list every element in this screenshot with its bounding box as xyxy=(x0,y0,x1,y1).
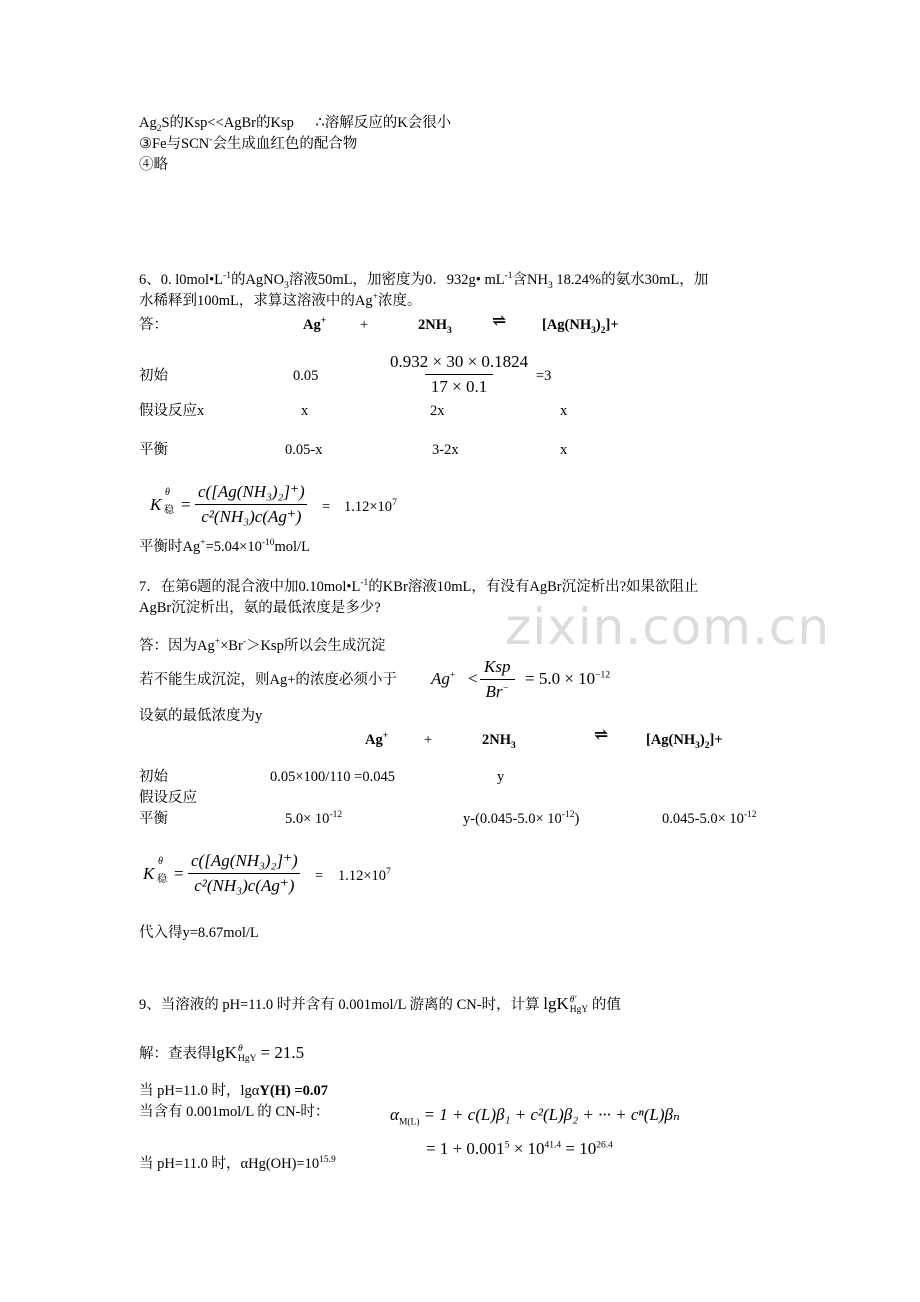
q9-al2: = 10 xyxy=(561,1139,597,1158)
q6-part: 18.24%的氨水30mL，加 xyxy=(552,272,709,288)
q6-eq-nh3-text: 2NH xyxy=(418,317,447,333)
q6-part: 溶液50mL，加密度为0．932g• mL xyxy=(288,272,505,288)
q9-tail: 的值 xyxy=(591,997,621,1013)
q9-al2-sup: 41.4 xyxy=(544,1140,562,1151)
q6-init-ag: 0.05 xyxy=(293,368,319,384)
q6-eq-ag-sup: + xyxy=(320,316,327,327)
q7-eqv-sup: -12 xyxy=(561,810,575,821)
q6-text-line-2 xyxy=(139,292,421,310)
q9-lgk xyxy=(543,994,589,1016)
q6-sub: 3 xyxy=(547,280,553,291)
q6-k-equals: = xyxy=(181,495,191,514)
q7-eqv: 0.045-5.0× 10 xyxy=(662,811,744,827)
q6-part: 6、0. l0mol•L xyxy=(139,272,224,288)
q6-part: 水稀释到100mL，求算这溶液中的Ag xyxy=(139,293,373,309)
q7-equilibrium-arrow-icon: ⇌ xyxy=(594,725,609,744)
q7-eq-val-complex xyxy=(662,810,757,828)
q6-k-exp: 7 xyxy=(392,498,397,509)
q6-k-subscript: 稳 xyxy=(164,505,174,516)
q7-br-sup: − xyxy=(502,683,509,694)
q9-al2-sup: 26.4 xyxy=(596,1140,613,1151)
q9-ph: 当 pH=11.0 时，lg xyxy=(139,1083,252,1099)
q9-text: 9、当溶液的 pH=11.0 时并含有 0.001mol/L 游离的 CN-时，计算 xyxy=(139,997,540,1013)
intro-line-3: ④略 xyxy=(139,157,168,173)
q7-ans-sup: + xyxy=(214,637,221,648)
q9-al2: × 10 xyxy=(509,1139,545,1158)
q6-cx-sub: 2 xyxy=(600,325,606,336)
q9-alpha: α xyxy=(390,1105,399,1124)
q9-lgk-text: lgK xyxy=(543,994,569,1013)
q6-k-theta: θ xyxy=(165,487,170,498)
q9-hg: Hg(OH)=10 xyxy=(248,1156,320,1172)
q6-k-mantissa: 1.12×10 xyxy=(344,499,393,515)
q6-text-line-1 xyxy=(139,271,708,289)
q7-ans: 答：因为Ag xyxy=(139,638,215,654)
q6-cx: [Ag(NH xyxy=(542,317,592,333)
q6-res-sup: + xyxy=(200,538,206,549)
q7-part: 7．在第6题的混合液中加0.10mol•L xyxy=(139,579,361,595)
q9-ph-value: Y(H) =0.07 xyxy=(259,1083,329,1099)
q6-res: mol/L xyxy=(274,539,310,555)
intro-sub: 2 xyxy=(156,123,162,134)
q6-eq-val-complex: x xyxy=(560,442,568,458)
q6-assume-nh3: 2x xyxy=(430,403,445,419)
q7-eq-val-ag xyxy=(285,810,342,828)
intro-conclusion: ∴溶解反应的K会很小 xyxy=(315,115,452,131)
q9-alpha-line-2 xyxy=(426,1140,613,1158)
q7-ans-sup: - xyxy=(242,637,246,648)
q7-br: Br xyxy=(485,682,503,701)
q6-part: 的AgNO xyxy=(230,272,285,288)
q9-al2: = 1 + 0.001 xyxy=(426,1139,505,1158)
q7-eq-nh3-sub: 3 xyxy=(511,740,516,751)
q7-k-theta: θ xyxy=(158,856,163,867)
q6-cx: ]+ xyxy=(605,317,619,333)
q6-k-letter: K xyxy=(150,495,162,514)
q9-alpha-line-1 xyxy=(390,1105,680,1128)
q6-k-denominator: c²(NH₃)c(Ag⁺) xyxy=(195,504,307,527)
q7-cx: ) xyxy=(699,732,705,748)
q7-k-letter: K xyxy=(143,864,155,883)
intro-line-2 xyxy=(139,135,357,153)
q9-sol-label: 解：查表得 xyxy=(139,1046,212,1062)
q6-result xyxy=(139,538,310,556)
q7-eqv: y-(0.045-5.0× 10 xyxy=(463,811,562,827)
q9-sol-value: = 21.5 xyxy=(260,1043,305,1062)
q6-cx: ) xyxy=(595,317,601,333)
q7-k-equals: = xyxy=(174,864,184,883)
q7-cond-res: = 5.0 × 10 xyxy=(525,669,596,688)
q7-sup: -1 xyxy=(360,578,369,589)
q7-let-y: 设氨的最低浓度为y xyxy=(139,708,263,724)
q9-sol-sup: θ xyxy=(238,1044,243,1055)
q9-alpha-expr: = 1 + c(L)β₁ + c²(L)β₂ + ··· + cⁿ(L)βₙ xyxy=(423,1105,680,1124)
q7-row-equilibrium: 平衡 xyxy=(139,811,168,827)
q9-sol-sub: HgY xyxy=(238,1054,257,1065)
q7-cond-result xyxy=(525,670,610,688)
q7-cx-sub: 3 xyxy=(695,740,700,751)
q7-cond-ag-text: Ag xyxy=(431,669,450,688)
q9-lgk-sup: θ' xyxy=(569,995,577,1006)
q7-cx: ]+ xyxy=(709,732,723,748)
q7-result: 代入得y=8.67mol/L xyxy=(139,925,259,941)
q7-ksp-numerator: Ksp xyxy=(484,657,511,676)
q7-k-fraction xyxy=(185,851,304,896)
q7-row-initial: 初始 xyxy=(139,769,168,785)
q6-fraction-numerator: 0.932 × 30 × 0.1824 xyxy=(390,352,529,371)
q6-row-equilibrium: 平衡 xyxy=(139,442,168,458)
q6-eq-ag-text: Ag xyxy=(303,317,321,333)
q7-cond-ag xyxy=(431,670,455,688)
q6-sup: -1 xyxy=(504,271,513,282)
q9-text-line-1 xyxy=(139,995,621,1015)
q6-answer-label: 答： xyxy=(139,317,168,333)
q6-nh3-fraction xyxy=(384,352,534,397)
q9-sol-lgk xyxy=(211,1043,305,1065)
q7-eq-nh3 xyxy=(482,731,516,749)
q7-init-nh3: y xyxy=(497,769,505,785)
q7-eqv: 5.0× 10 xyxy=(285,811,330,827)
q6-row-assume: 假设反应x xyxy=(139,403,205,419)
q6-assume-ag: x xyxy=(301,403,309,419)
q7-eqv-sup: -12 xyxy=(329,810,343,821)
q6-eq-val-ag: 0.05-x xyxy=(285,442,323,458)
q6-res: =5.04×10 xyxy=(205,539,262,555)
q9-ph-line xyxy=(139,1082,328,1100)
q7-cond-res-exp: −12 xyxy=(595,670,611,681)
q6-eq-val-nh3: 3-2x xyxy=(432,442,459,458)
q9-hg-sup: 15.9 xyxy=(319,1155,336,1166)
q9-cn-line: 当含有 0.001mol/L 的 CN-时： xyxy=(139,1104,330,1120)
q6-equilibrium-arrow-icon: ⇌ xyxy=(492,311,507,330)
intro-fe-scn: ③Fe与SCN xyxy=(139,136,210,152)
q9-hg-line xyxy=(139,1155,336,1173)
q7-k-subscript: 稳 xyxy=(157,874,167,885)
q7-k-mantissa: 1.12×10 xyxy=(338,868,387,884)
q6-res-sup: -10 xyxy=(261,538,275,549)
q6-fraction-denominator: 17 × 0.1 xyxy=(425,374,493,397)
q9-alpha-sub: M(L) xyxy=(398,1117,420,1128)
q9-hg-alpha: α xyxy=(240,1156,249,1172)
q7-eq-nh3-text: 2NH xyxy=(482,732,511,748)
q6-fraction-result: =3 xyxy=(536,368,552,384)
q6-cx-sub: 3 xyxy=(591,325,596,336)
q6-part: 浓度。 xyxy=(377,293,422,309)
q7-eq-complex xyxy=(646,731,723,749)
q7-text-line-1 xyxy=(139,578,699,596)
intro-sup: - xyxy=(209,135,213,146)
q7-part: 的KBr溶液10mL，有没有AgBr沉淀析出?如果欲阻止 xyxy=(368,579,699,595)
q7-k-exp: 7 xyxy=(386,867,391,878)
q6-sup: -1 xyxy=(223,271,231,282)
q7-answer xyxy=(139,637,385,655)
q6-eq-nh3 xyxy=(418,316,452,334)
q7-eq-ag xyxy=(365,731,388,749)
q6-eq-ag xyxy=(303,316,326,334)
q7-cond-ag-sup: + xyxy=(449,670,456,681)
q6-part: 含NH xyxy=(512,272,548,288)
q7-eq-plus: + xyxy=(424,732,433,748)
q7-eqv-sup: -12 xyxy=(743,810,757,821)
q7-init-ag: 0.05×100/110 =0.045 xyxy=(270,769,395,785)
q7-k-tail-equals: = xyxy=(315,868,324,884)
q9-al2-sup: 5 xyxy=(504,1140,510,1151)
q6-sub: 3 xyxy=(284,280,289,291)
q7-cx-sub: 2 xyxy=(704,740,710,751)
q6-res: 平衡时Ag xyxy=(139,539,201,555)
q7-ans: ＞Ksp所以会生成沉淀 xyxy=(245,638,386,654)
watermark: zixin.com.cn xyxy=(505,598,831,656)
q7-condition-text: 若不能生成沉淀，则Ag+的浓度必须小于 xyxy=(139,672,397,688)
intro-complex: 会生成血红色的配合物 xyxy=(212,136,358,152)
q9-hg: 当 pH=11.0 时， xyxy=(139,1156,241,1172)
q7-eqv: ) xyxy=(574,811,580,827)
intro-ag: Ag xyxy=(139,115,157,131)
q9-lgk-sub: HgY xyxy=(569,1005,589,1016)
q7-k-value xyxy=(338,867,391,885)
q6-k-symbol xyxy=(150,496,161,514)
q7-ksp-denominator xyxy=(480,679,515,702)
q6-eq-nh3-sub: 3 xyxy=(447,325,452,336)
q7-k-denominator: c²(NH₃)c(Ag⁺) xyxy=(188,873,300,896)
intro-line-1 xyxy=(139,114,451,132)
q9-sol-lgk-text: lgK xyxy=(211,1043,237,1062)
q7-k-numerator: c([Ag(NH₃)₂]⁺) xyxy=(191,851,298,870)
q9-solution-line xyxy=(139,1044,304,1064)
q6-sup: + xyxy=(372,292,378,303)
q7-eq-ag-text: Ag xyxy=(365,732,383,748)
q7-row-assume: 假设反应 xyxy=(139,790,197,806)
q7-eq-val-nh3 xyxy=(463,810,579,828)
q6-k-tail-equals: = xyxy=(322,499,331,515)
q7-k-symbol xyxy=(143,865,154,883)
intro-ksp-compare: S的Ksp<<AgBr的Ksp xyxy=(161,115,294,131)
q6-eq-plus: + xyxy=(360,317,369,333)
q6-k-numerator: c([Ag(NH₃)₂]⁺) xyxy=(198,482,305,501)
q9-ph-alpha: α xyxy=(251,1083,260,1099)
q7-text-line-2: AgBr沉淀析出，氨的最低浓度是多少? xyxy=(139,600,381,616)
q7-cond-lt: < xyxy=(468,669,478,688)
q7-eq-ag-sup: + xyxy=(382,731,389,742)
q6-eq-complex xyxy=(542,316,619,334)
q6-k-fraction xyxy=(192,482,311,527)
q7-cx: [Ag(NH xyxy=(646,732,696,748)
q6-assume-complex: x xyxy=(560,403,568,419)
q7-ans: ×Br xyxy=(220,638,243,654)
q7-ksp-fraction xyxy=(478,657,516,702)
q6-k-value xyxy=(344,498,397,516)
q6-row-initial: 初始 xyxy=(139,368,168,384)
